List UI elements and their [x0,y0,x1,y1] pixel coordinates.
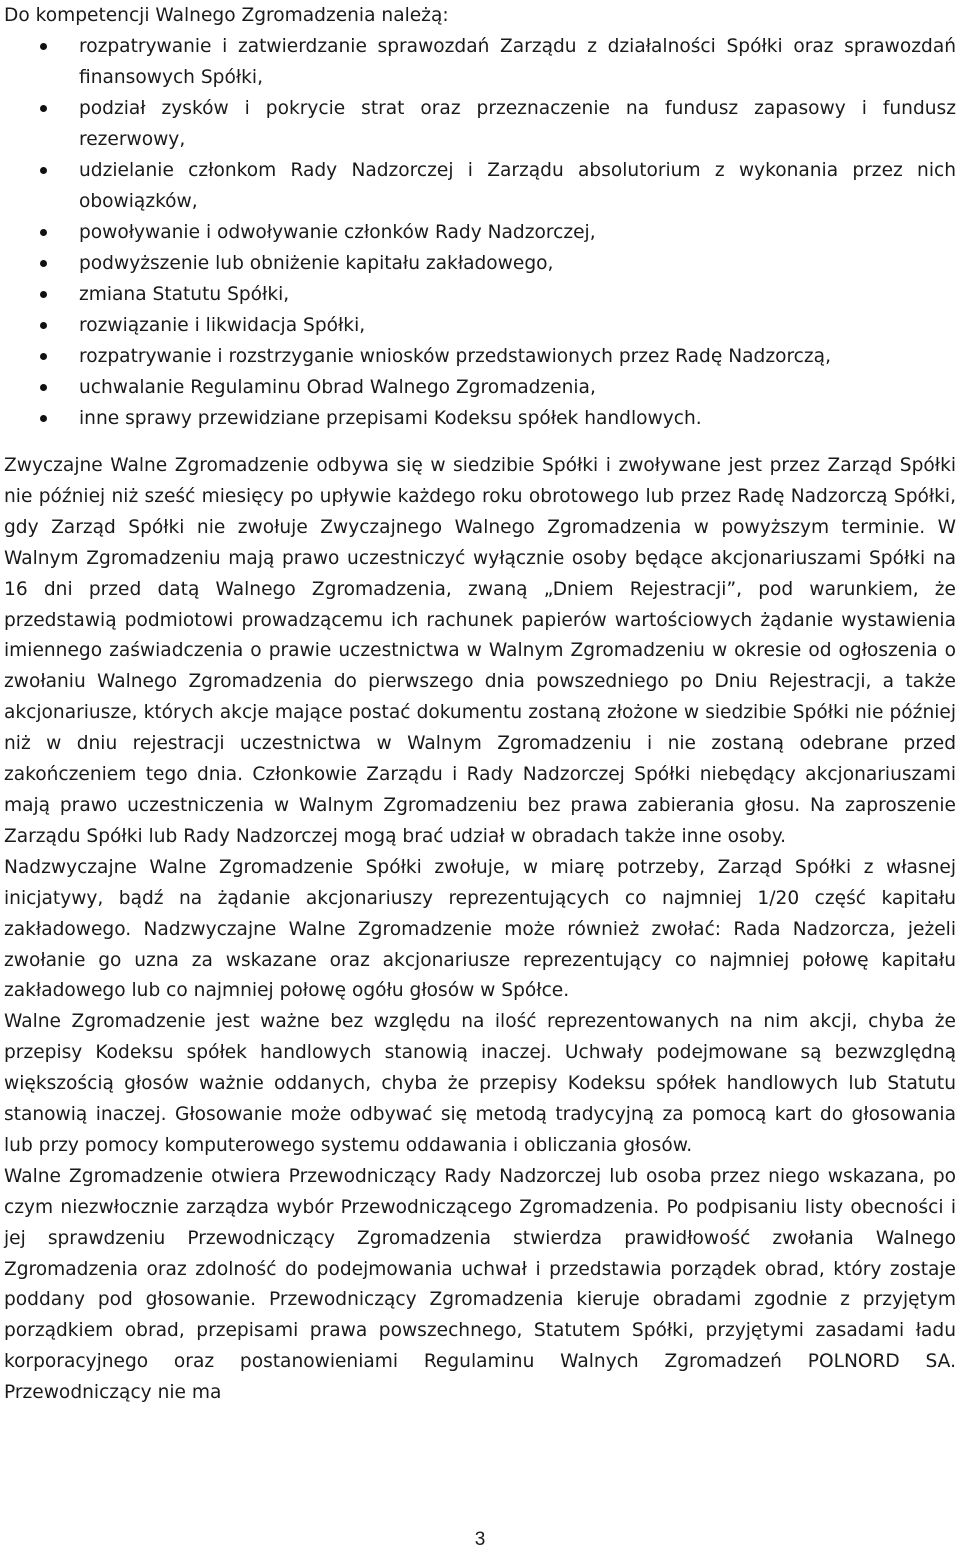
competence-list [4,31,956,434]
list-item-text: uchwalanie Regulaminu Obrad Walnego Zgromadzenia, [79,377,596,398]
list-item [4,279,956,310]
list-item-text: podział zysków i pokrycie strat oraz przeznaczenie na fundusz zapasowy i fundusz rezerwowy, [79,98,956,150]
paragraph-validity: Walne Zgromadzenie jest ważne bez względu na ilość reprezentowanych na nim akcji, chyba że przepisy Kodeksu spółek handlowych stanowią inaczej. Uchwały podejmowane są bezwzględną większością głosów ważnie oddanych, chyba że przepisy Kodeksu spółek handlowych lub Statutu stanowią inaczej. Głosowanie może odbywać się metodą tradycyjną za pomocą kart do głosowania lub przy pomocy komputerowego systemu oddawania i obliczania głosów. [4,1011,956,1156]
list-item [4,217,956,248]
list-item-text: powoływanie i odwoływanie członków Rady Nadzorczej, [79,222,596,243]
list-item [4,155,956,217]
bullet-icon [40,43,47,50]
paragraph-chairman: Walne Zgromadzenie otwiera Przewodniczący Rady Nadzorczej lub osoba przez niego wskazana, po czym niezwłocznie zarządza wybór Przewodniczącego Zgromadzenia. Po podpisaniu listy obecności i jej sprawdzeniu Przewodniczący Zgromadzenia stwierdza prawidłowość zwołania Walnego Zgromadzenia oraz zdolność do podejmowania uchwał i przedstawia porządek obrad, który zostaje poddany pod głosowanie. Przewodniczący Zgromadzenia kieruje obradami zgodnie z przyjętym porządkiem obrad, przepisami prawa powszechnego, Statutem Spółki, przyjętymi zasadami ładu korporacyjnego oraz postanowieniami Regulaminu Walnych Zgromadzeń POLNORD SA. Przewodniczący nie ma [4,1165,956,1404]
bullet-icon [40,415,47,422]
list-item-text: rozpatrywanie i zatwierdzanie sprawozdań Zarządu z działalności Spółki oraz sprawozdań finansowych Spółki, [79,36,956,88]
bullet-icon [40,353,47,360]
bullet-icon [40,105,47,112]
bullet-icon [40,229,47,236]
page-number: 3 [474,1529,486,1550]
bullet-icon [40,260,47,267]
bullet-icon [40,167,47,174]
list-item [4,93,956,155]
list-item-text: udzielanie członkom Rady Nadzorczej i Zarządu absolutorium z wykonania przez nich obowiązków, [79,160,956,212]
list-item-text: zmiana Statutu Spółki, [79,284,290,305]
list-item [4,248,956,279]
body-text [4,451,956,1409]
list-item [4,31,956,93]
list-item-text: inne sprawy przewidziane przepisami Kodeksu spółek handlowych. [79,408,702,429]
list-item [4,403,956,434]
bullet-icon [40,291,47,298]
list-item [4,372,956,403]
intro-line: Do kompetencji Walnego Zgromadzenia należą: [4,5,449,26]
list-item [4,341,956,372]
paragraph-ordinary-meeting: Zwyczajne Walne Zgromadzenie odbywa się w siedzibie Spółki i zwoływane jest przez Zarząd Spółki nie później niż sześć miesięcy po upływie każdego roku obrotowego lub przez Radę Nadzorczą Spółki, gdy Zarząd Spółki nie zwołuje Zwyczajnego Walnego Zgromadzenia w powyższym terminie. W Walnym Zgromadzeniu mają prawo uczestniczyć wyłącznie osoby będące akcjonariuszami Spółki na 16 dni przed datą Walnego Zgromadzenia, zwaną „Dniem Rejestracji”, pod warunkiem, że przedstawią podmiotowi prowadzącemu ich rachunek papierów wartościowych żądanie wystawienia imiennego zaświadczenia o prawie uczestnictwa w Walnym Zgromadzeniu w okresie od ogłoszenia o zwołaniu Walnego Zgromadzenia do pierwszego dnia powszedniego po Dniu Rejestracji, a także akcjonariusze, których akcje mające postać dokumentu zostaną złożone w siedzibie Spółki nie później niż w dniu rejestracji uczestnictwa w Walnym Zgromadzeniu i nie zostaną odebrane przed zakończeniem tego dnia. Członkowie Zarządu i Rady Nadzorczej Spółki niebędący akcjonariuszami mają prawo uczestniczenia w Walnym Zgromadzeniu bez prawa zabierania głosu. Na zaproszenie Zarządu Spółki lub Rady Nadzorczej mogą brać udział w obradach także inne osoby. [4,455,956,847]
list-item-text: rozpatrywanie i rozstrzyganie wniosków przedstawionych przez Radę Nadzorczą, [79,346,831,367]
bullet-icon [40,384,47,391]
document-page [4,0,956,1409]
paragraph-extraordinary-meeting: Nadzwyczajne Walne Zgromadzenie Spółki zwołuje, w miarę potrzeby, Zarząd Spółki z własnej inicjatywy, bądź na żądanie akcjonariuszy reprezentujących co najmniej 1/20 część kapitału zakładowego. Nadzwyczajne Walne Zgromadzenie może również zwołać: Rada Nadzorcza, jeżeli zwołanie go uzna za wskazane oraz akcjonariusze reprezentujący co najmniej połowę kapitału zakładowego lub co najmniej połowę ogółu głosów w Spółce. [4,856,956,1002]
list-item-text: rozwiązanie i likwidacja Spółki, [79,315,366,336]
list-item-text: podwyższenie lub obniżenie kapitału zakładowego, [79,253,554,274]
bullet-icon [40,322,47,329]
list-item [4,310,956,341]
